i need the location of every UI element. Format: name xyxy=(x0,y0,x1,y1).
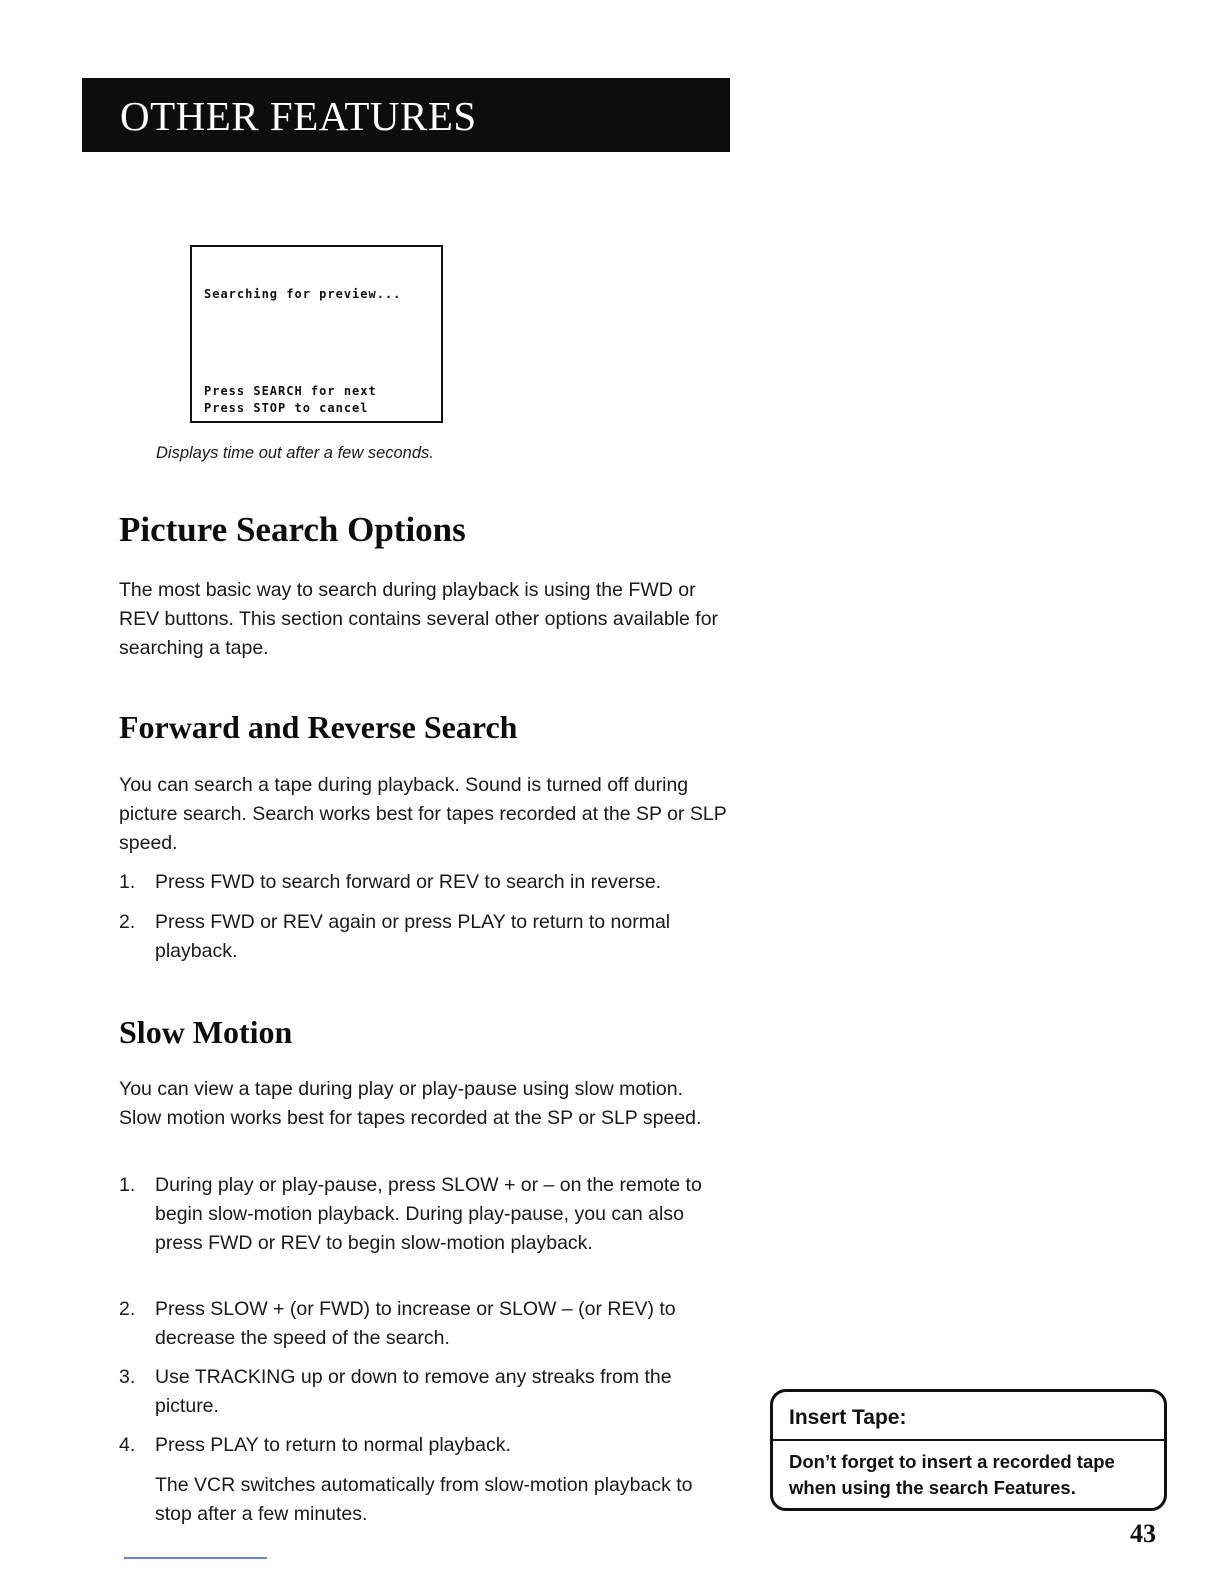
step-text: During play or play-pause, press SLOW + or – on the remote to begin slow-motion playback. During play-pause, you can also press FWD or REV to begin slow-motion playback. xyxy=(155,1174,702,1254)
display-caption: Displays time out after a few seconds. xyxy=(156,444,434,462)
step-number: 4. xyxy=(119,1434,136,1456)
screen-line-cancel: Press STOP to cancel xyxy=(204,401,369,415)
footer-divider xyxy=(124,1557,267,1559)
heading-picture-search-options: Picture Search Options xyxy=(119,510,466,549)
screen-line-next: Press SEARCH for next xyxy=(204,384,377,398)
forward-reverse-paragraph: You can search a tape during playback. Sound is turned off during picture search. Search works best for tapes recorded at the SP or SLP speed. xyxy=(119,774,727,854)
picture-search-paragraph: The most basic way to search during playback is using the FWD or REV buttons. This section contains several other options available for searching a tape. xyxy=(119,579,719,659)
page-number: 43 xyxy=(1130,1519,1156,1548)
on-screen-display xyxy=(190,245,443,423)
callout-divider xyxy=(773,1439,1164,1441)
step-number: 1. xyxy=(119,1174,136,1196)
callout-body: Don’t forget to insert a recorded tape when using the search Features. xyxy=(789,1451,1115,1498)
insert-tape-callout xyxy=(770,1389,1167,1511)
step-text: Press PLAY to return to normal playback. xyxy=(155,1434,511,1456)
screen-line-searching: Searching for preview... xyxy=(204,287,402,301)
heading-slow-motion: Slow Motion xyxy=(119,1014,293,1050)
step-text: Press SLOW + (or FWD) to increase or SLOW – (or REV) to decrease the speed of the search. xyxy=(155,1298,676,1349)
step-number: 3. xyxy=(119,1366,136,1388)
heading-forward-reverse-search: Forward and Reverse Search xyxy=(119,709,518,745)
slow-motion-paragraph: You can view a tape during play or play-pause using slow motion. Slow motion works best for tapes recorded at the SP or SLP speed. xyxy=(119,1078,702,1129)
step-text: Press FWD to search forward or REV to search in reverse. xyxy=(155,871,662,893)
callout-title: Insert Tape: xyxy=(789,1406,907,1429)
section-title: OTHER FEATURES xyxy=(120,93,477,139)
step-number: 2. xyxy=(119,911,136,933)
step-number: 1. xyxy=(119,871,136,893)
step-text: Use TRACKING up or down to remove any streaks from the picture. xyxy=(155,1366,672,1417)
step-number: 2. xyxy=(119,1298,136,1320)
step-note-text: The VCR switches automatically from slow-motion playback to stop after a few minutes. xyxy=(155,1474,693,1525)
section-banner xyxy=(82,78,730,152)
step-text: Press FWD or REV again or press PLAY to return to normal playback. xyxy=(155,911,671,962)
